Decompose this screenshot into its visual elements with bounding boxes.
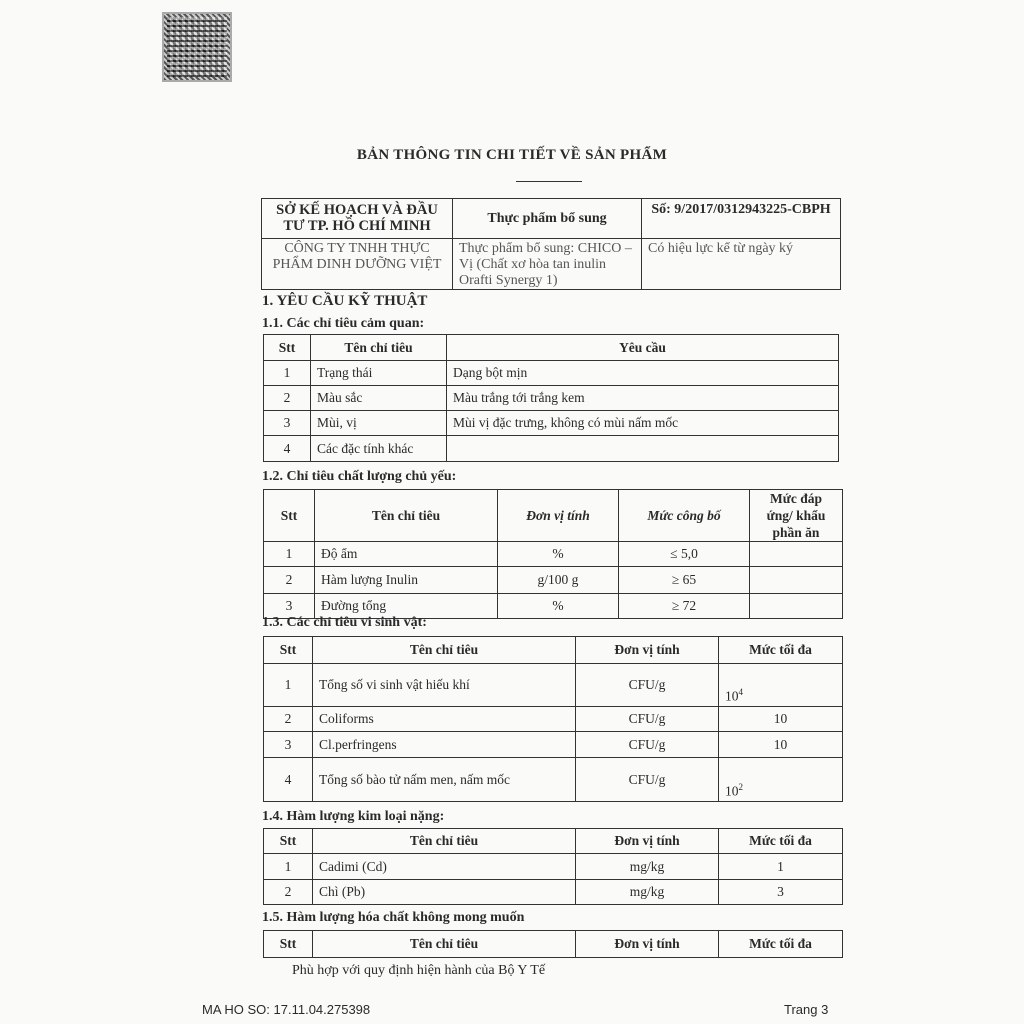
col-stt: Stt [264, 335, 311, 361]
cell-name: Đường tổng [315, 594, 498, 619]
quality-table [263, 489, 843, 619]
cell-max [719, 664, 843, 707]
cell-max: 3 [719, 880, 843, 905]
col-unit: Đơn vị tính [576, 637, 719, 664]
cell-max: 1 [719, 854, 843, 880]
cell-requirement: Màu trắng tới trắng kem [447, 386, 839, 411]
cell-stt: 1 [264, 361, 311, 386]
section-1-4-heading: 1.4. Hàm lượng kim loại nặng: [262, 809, 445, 824]
col-stt: Stt [264, 637, 313, 664]
col-stt: Stt [264, 829, 313, 854]
cell-stt: 2 [264, 880, 313, 905]
col-unit: Đơn vị tính [498, 490, 619, 542]
cell-serving [750, 542, 843, 567]
cell-max-base: 10 [725, 688, 739, 703]
cell-stt: 3 [264, 594, 315, 619]
cell-name: Chì (Pb) [313, 880, 576, 905]
cell-max-exponent: 4 [738, 686, 743, 697]
microbiology-table [263, 636, 843, 802]
cell-declared: ≥ 72 [619, 594, 750, 619]
table-row [264, 567, 843, 594]
cell-stt: 3 [264, 411, 311, 436]
cell-serving [750, 567, 843, 594]
cell-unit: CFU/g [576, 707, 719, 732]
table-row [264, 732, 843, 758]
col-serving-level: Mức đáp ứng/ khẩu phần ăn [750, 490, 843, 542]
cell-name: Các đặc tính khác [311, 436, 447, 462]
cell-stt: 2 [264, 567, 315, 594]
cell-name: Mùi, vị [311, 411, 447, 436]
cell-name: Độ ẩm [315, 542, 498, 567]
col-stt: Stt [264, 490, 315, 542]
col-name: Tên chỉ tiêu [315, 490, 498, 542]
header-table [261, 198, 841, 290]
cell-requirement: Mùi vị đặc trưng, không có mùi nấm mốc [447, 411, 839, 436]
col-max-level: Mức tối đa [719, 931, 843, 958]
cell-stt: 1 [264, 542, 315, 567]
col-unit: Đơn vị tính [576, 931, 719, 958]
table-row [264, 436, 839, 462]
col-name: Tên chỉ tiêu [313, 931, 576, 958]
section-1-heading: 1. YÊU CẦU KỸ THUẬT [262, 293, 428, 309]
cell-max-exponent: 2 [738, 781, 743, 792]
cell-name: Cl.perfringens [313, 732, 576, 758]
table-row [264, 361, 839, 386]
page-number: Trang 3 [784, 1002, 829, 1017]
col-name: Tên chỉ tiêu [313, 637, 576, 664]
cell-unit: g/100 g [498, 567, 619, 594]
table-row [264, 386, 839, 411]
cell-stt: 2 [264, 386, 311, 411]
cell-unit: CFU/g [576, 664, 719, 707]
table-row [264, 758, 843, 802]
cell-stt: 3 [264, 732, 313, 758]
cell-requirement [447, 436, 839, 462]
title-underline [516, 181, 582, 182]
header-authority: SỞ KẾ HOẠCH VÀ ĐẦU TƯ TP. HỒ CHÍ MINH [262, 199, 453, 239]
col-max-level: Mức tối đa [719, 829, 843, 854]
section-1-1-heading: 1.1. Các chỉ tiêu cảm quan: [262, 316, 425, 331]
cell-stt: 1 [264, 854, 313, 880]
cell-name: Tổng số bào tử nấm men, nấm mốc [313, 758, 576, 802]
cell-stt: 4 [264, 758, 313, 802]
cell-name: Tổng số vi sinh vật hiếu khí [313, 664, 576, 707]
table-row [264, 411, 839, 436]
cell-unit: % [498, 594, 619, 619]
cell-unit: CFU/g [576, 732, 719, 758]
heavy-metal-table [263, 828, 843, 905]
cell-serving [750, 594, 843, 619]
dossier-code: MA HO SO: 17.11.04.275398 [202, 1002, 371, 1017]
cell-unit: mg/kg [576, 880, 719, 905]
section-1-2-heading: 1.2. Chỉ tiêu chất lượng chủ yếu: [262, 469, 457, 484]
cell-unit: % [498, 542, 619, 567]
section-1-5-heading: 1.5. Hàm lượng hóa chất không mong muốn [262, 910, 525, 925]
cell-name: Cadimi (Cd) [313, 854, 576, 880]
cell-name: Hàm lượng Inulin [315, 567, 498, 594]
header-validity: Có hiệu lực kể từ ngày ký [642, 239, 841, 290]
cell-unit: CFU/g [576, 758, 719, 802]
col-name: Tên chỉ tiêu [311, 335, 447, 361]
cell-max: 10 [719, 732, 843, 758]
cell-name: Màu sắc [311, 386, 447, 411]
col-name: Tên chỉ tiêu [313, 829, 576, 854]
table-row [264, 854, 843, 880]
table-row [264, 880, 843, 905]
cell-name: Trạng thái [311, 361, 447, 386]
table-row [264, 707, 843, 732]
sensory-table [263, 334, 839, 462]
header-doc-number: Số: 9/2017/0312943225-CBPH [642, 199, 841, 239]
section-1-3-heading: 1.3. Các chỉ tiêu vi sinh vật: [262, 615, 427, 630]
col-unit: Đơn vị tính [576, 829, 719, 854]
cell-max: 10 [719, 707, 843, 732]
cell-unit: mg/kg [576, 854, 719, 880]
col-declared-level: Mức công bố [619, 490, 750, 542]
cell-name: Coliforms [313, 707, 576, 732]
cell-declared: ≥ 65 [619, 567, 750, 594]
cell-stt: 1 [264, 664, 313, 707]
cell-stt: 2 [264, 707, 313, 732]
col-requirement: Yêu cầu [447, 335, 839, 361]
header-product-type: Thực phẩm bổ sung [453, 199, 642, 239]
cell-max-base: 10 [725, 783, 739, 798]
col-max-level: Mức tối đa [719, 637, 843, 664]
document-title: BẢN THÔNG TIN CHI TIẾT VỀ SẢN PHẨM [356, 147, 668, 163]
qr-code [162, 12, 232, 82]
col-stt: Stt [264, 931, 313, 958]
cell-declared: ≤ 5,0 [619, 542, 750, 567]
header-company: CÔNG TY TNHH THỰC PHẨM DINH DƯỠNG VIỆT [262, 239, 453, 290]
compliance-note: Phù hợp với quy định hiện hành của Bộ Y Tế [292, 963, 546, 978]
undesired-chemicals-table [263, 930, 843, 958]
table-row [264, 542, 843, 567]
cell-requirement: Dạng bột mịn [447, 361, 839, 386]
header-product-name: Thực phẩm bổ sung: CHICO – Vị (Chất xơ hòa tan inulin Orafti Synergy 1) [453, 239, 642, 290]
table-row [264, 664, 843, 707]
cell-stt: 4 [264, 436, 311, 462]
cell-max [719, 758, 843, 802]
